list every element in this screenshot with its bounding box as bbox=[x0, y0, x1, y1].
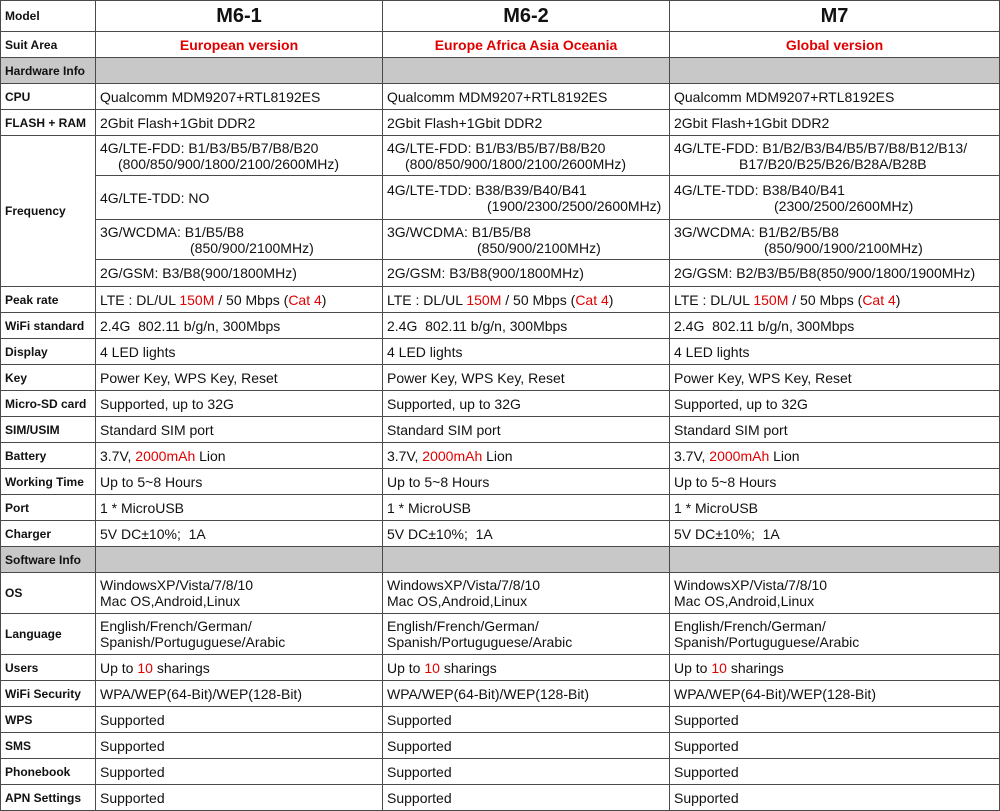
wifi-value: 2.4G 802.11 b/g/n, 300Mbps bbox=[670, 313, 1000, 339]
apn-value: Supported bbox=[670, 785, 1000, 811]
sim-row bbox=[1, 417, 1000, 443]
display-value: 4 LED lights bbox=[670, 339, 1000, 365]
language-row bbox=[1, 614, 1000, 655]
key-row bbox=[1, 365, 1000, 391]
os-value: WindowsXP/Vista/7/8/10 Mac OS,Android,Linux bbox=[96, 573, 383, 614]
flash-value: 2Gbit Flash+1Gbit DDR2 bbox=[383, 110, 670, 136]
sd-label: Micro-SD card bbox=[1, 391, 96, 417]
language-value: English/French/German/ Spanish/Portuguguese/Arabic bbox=[96, 614, 383, 655]
freq-tdd-value: 4G/LTE-TDD: B38/B39/B40/B41 (1900/2300/2500/2600MHz) bbox=[383, 176, 670, 220]
display-row bbox=[1, 339, 1000, 365]
apn-value: Supported bbox=[96, 785, 383, 811]
wps-row bbox=[1, 707, 1000, 733]
model-name: M6-2 bbox=[383, 1, 670, 32]
security-row bbox=[1, 681, 1000, 707]
sim-value: Standard SIM port bbox=[383, 417, 670, 443]
sim-label: SIM/USIM bbox=[1, 417, 96, 443]
time-value: Up to 5~8 Hours bbox=[96, 469, 383, 495]
suit-area-row bbox=[1, 32, 1000, 58]
wifi-label: WiFi standard bbox=[1, 313, 96, 339]
freq-gsm-value: 2G/GSM: B2/B3/B5/B8(850/900/1800/1900MHz) bbox=[670, 260, 1000, 287]
frequency-label: Frequency bbox=[1, 136, 96, 287]
phonebook-row bbox=[1, 759, 1000, 785]
port-value: 1 * MicroUSB bbox=[96, 495, 383, 521]
suit-area-value: Global version bbox=[670, 32, 1000, 58]
suit-area-label: Suit Area bbox=[1, 32, 96, 58]
sms-value: Supported bbox=[96, 733, 383, 759]
time-value: Up to 5~8 Hours bbox=[383, 469, 670, 495]
phonebook-value: Supported bbox=[383, 759, 670, 785]
key-value: Power Key, WPS Key, Reset bbox=[383, 365, 670, 391]
security-value: WPA/WEP(64-Bit)/WEP(128-Bit) bbox=[96, 681, 383, 707]
model-row bbox=[1, 1, 1000, 32]
sms-value: Supported bbox=[670, 733, 1000, 759]
model-name: M7 bbox=[670, 1, 1000, 32]
os-value: WindowsXP/Vista/7/8/10 Mac OS,Android,Linux bbox=[670, 573, 1000, 614]
sim-value: Standard SIM port bbox=[96, 417, 383, 443]
section-fill bbox=[96, 58, 383, 84]
freq-gsm-value: 2G/GSM: B3/B8(900/1800MHz) bbox=[383, 260, 670, 287]
port-label: Port bbox=[1, 495, 96, 521]
freq-fdd-row bbox=[1, 136, 1000, 176]
charger-value: 5V DC±10%; 1A bbox=[670, 521, 1000, 547]
charger-value: 5V DC±10%; 1A bbox=[96, 521, 383, 547]
freq-gsm-row bbox=[1, 260, 1000, 287]
battery-row bbox=[1, 443, 1000, 469]
security-value: WPA/WEP(64-Bit)/WEP(128-Bit) bbox=[670, 681, 1000, 707]
key-label: Key bbox=[1, 365, 96, 391]
model-label: Model bbox=[1, 1, 96, 32]
time-label: Working Time bbox=[1, 469, 96, 495]
battery-value: 3.7V, 2000mAh Lion bbox=[383, 443, 670, 469]
wifi-row bbox=[1, 313, 1000, 339]
display-value: 4 LED lights bbox=[383, 339, 670, 365]
battery-value: 3.7V, 2000mAh Lion bbox=[96, 443, 383, 469]
cpu-value: Qualcomm MDM9207+RTL8192ES bbox=[96, 84, 383, 110]
users-value: Up to 10 sharings bbox=[96, 655, 383, 681]
language-value: English/French/German/ Spanish/Portuguguese/Arabic bbox=[383, 614, 670, 655]
section-fill bbox=[96, 547, 383, 573]
port-row bbox=[1, 495, 1000, 521]
sd-value: Supported, up to 32G bbox=[383, 391, 670, 417]
cpu-value: Qualcomm MDM9207+RTL8192ES bbox=[383, 84, 670, 110]
phonebook-value: Supported bbox=[670, 759, 1000, 785]
os-value: WindowsXP/Vista/7/8/10 Mac OS,Android,Linux bbox=[383, 573, 670, 614]
freq-wcdma-value: 3G/WCDMA: B1/B5/B8 (850/900/2100MHz) bbox=[96, 220, 383, 260]
hardware-section-label: Hardware Info bbox=[1, 58, 96, 84]
charger-value: 5V DC±10%; 1A bbox=[383, 521, 670, 547]
peak-label: Peak rate bbox=[1, 287, 96, 313]
freq-tdd-value: 4G/LTE-TDD: NO bbox=[96, 176, 383, 220]
flash-value: 2Gbit Flash+1Gbit DDR2 bbox=[670, 110, 1000, 136]
freq-fdd-value: 4G/LTE-FDD: B1/B3/B5/B7/B8/B20 (800/850/900/1800/2100/2600MHz) bbox=[383, 136, 670, 176]
section-fill bbox=[383, 58, 670, 84]
key-value: Power Key, WPS Key, Reset bbox=[670, 365, 1000, 391]
phonebook-value: Supported bbox=[96, 759, 383, 785]
users-value: Up to 10 sharings bbox=[670, 655, 1000, 681]
sms-label: SMS bbox=[1, 733, 96, 759]
key-value: Power Key, WPS Key, Reset bbox=[96, 365, 383, 391]
sms-row bbox=[1, 733, 1000, 759]
sd-value: Supported, up to 32G bbox=[96, 391, 383, 417]
model-name: M6-1 bbox=[96, 1, 383, 32]
wps-value: Supported bbox=[383, 707, 670, 733]
battery-value: 3.7V, 2000mAh Lion bbox=[670, 443, 1000, 469]
freq-gsm-value: 2G/GSM: B3/B8(900/1800MHz) bbox=[96, 260, 383, 287]
port-value: 1 * MicroUSB bbox=[670, 495, 1000, 521]
port-value: 1 * MicroUSB bbox=[383, 495, 670, 521]
sms-value: Supported bbox=[383, 733, 670, 759]
phonebook-label: Phonebook bbox=[1, 759, 96, 785]
charger-row bbox=[1, 521, 1000, 547]
peak-value: LTE : DL/UL 150M / 50 Mbps (Cat 4) bbox=[383, 287, 670, 313]
freq-fdd-value: 4G/LTE-FDD: B1/B3/B5/B7/B8/B20 (800/850/900/1800/2100/2600MHz) bbox=[96, 136, 383, 176]
security-value: WPA/WEP(64-Bit)/WEP(128-Bit) bbox=[383, 681, 670, 707]
freq-tdd-row bbox=[1, 176, 1000, 220]
users-label: Users bbox=[1, 655, 96, 681]
display-label: Display bbox=[1, 339, 96, 365]
peak-value: LTE : DL/UL 150M / 50 Mbps (Cat 4) bbox=[96, 287, 383, 313]
apn-label: APN Settings bbox=[1, 785, 96, 811]
freq-fdd-value: 4G/LTE-FDD: B1/B2/B3/B4/B5/B7/B8/B12/B13/ B17/B20/B25/B26/B28A/B28B bbox=[670, 136, 1000, 176]
time-value: Up to 5~8 Hours bbox=[670, 469, 1000, 495]
cpu-row bbox=[1, 84, 1000, 110]
os-label: OS bbox=[1, 573, 96, 614]
sim-value: Standard SIM port bbox=[670, 417, 1000, 443]
flash-row bbox=[1, 110, 1000, 136]
battery-label: Battery bbox=[1, 443, 96, 469]
software-section-label: Software Info bbox=[1, 547, 96, 573]
software-section-row bbox=[1, 547, 1000, 573]
wifi-value: 2.4G 802.11 b/g/n, 300Mbps bbox=[383, 313, 670, 339]
sd-value: Supported, up to 32G bbox=[670, 391, 1000, 417]
time-row bbox=[1, 469, 1000, 495]
peak-value: LTE : DL/UL 150M / 50 Mbps (Cat 4) bbox=[670, 287, 1000, 313]
freq-wcdma-value: 3G/WCDMA: B1/B5/B8 (850/900/2100MHz) bbox=[383, 220, 670, 260]
wps-label: WPS bbox=[1, 707, 96, 733]
flash-label: FLASH + RAM bbox=[1, 110, 96, 136]
users-value: Up to 10 sharings bbox=[383, 655, 670, 681]
os-row bbox=[1, 573, 1000, 614]
section-fill bbox=[670, 58, 1000, 84]
wps-value: Supported bbox=[96, 707, 383, 733]
cpu-value: Qualcomm MDM9207+RTL8192ES bbox=[670, 84, 1000, 110]
security-label: WiFi Security bbox=[1, 681, 96, 707]
hardware-section-row bbox=[1, 58, 1000, 84]
sd-row bbox=[1, 391, 1000, 417]
wifi-value: 2.4G 802.11 b/g/n, 300Mbps bbox=[96, 313, 383, 339]
language-value: English/French/German/ Spanish/Portuguguese/Arabic bbox=[670, 614, 1000, 655]
language-label: Language bbox=[1, 614, 96, 655]
cpu-label: CPU bbox=[1, 84, 96, 110]
flash-value: 2Gbit Flash+1Gbit DDR2 bbox=[96, 110, 383, 136]
section-fill bbox=[670, 547, 1000, 573]
suit-area-value: European version bbox=[96, 32, 383, 58]
freq-wcdma-value: 3G/WCDMA: B1/B2/B5/B8 (850/900/1900/2100MHz) bbox=[670, 220, 1000, 260]
display-value: 4 LED lights bbox=[96, 339, 383, 365]
wps-value: Supported bbox=[670, 707, 1000, 733]
apn-value: Supported bbox=[383, 785, 670, 811]
freq-wcdma-row bbox=[1, 220, 1000, 260]
charger-label: Charger bbox=[1, 521, 96, 547]
freq-tdd-value: 4G/LTE-TDD: B38/B40/B41 (2300/2500/2600MHz) bbox=[670, 176, 1000, 220]
peak-row bbox=[1, 287, 1000, 313]
suit-area-value: Europe Africa Asia Oceania bbox=[383, 32, 670, 58]
users-row bbox=[1, 655, 1000, 681]
section-fill bbox=[383, 547, 670, 573]
